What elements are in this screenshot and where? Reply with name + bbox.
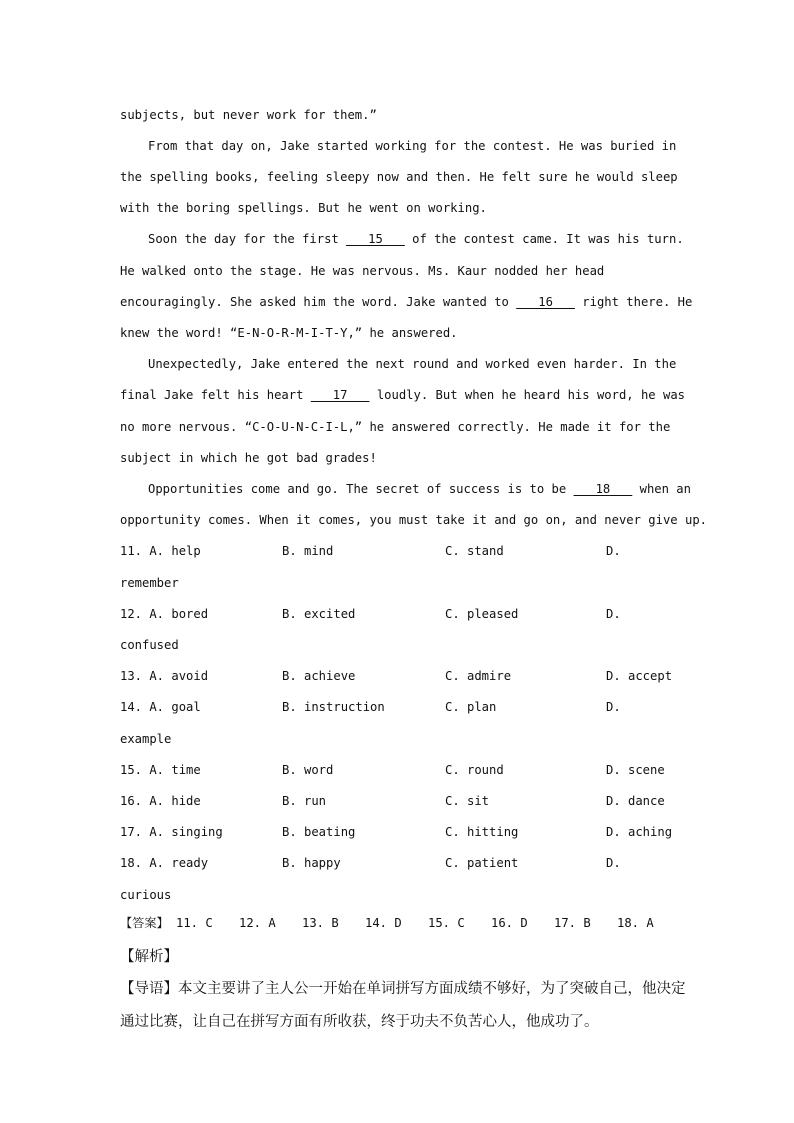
option-d: D. accept bbox=[606, 669, 673, 683]
option-d: D. bbox=[606, 856, 621, 870]
passage-line: Unexpectedly, Jake entered the next round and worked even harder. In the bbox=[148, 357, 677, 371]
answer-item: 15. C bbox=[428, 916, 465, 930]
passage-line: no more nervous. “C-O-U-N-C-I-L,” he answered correctly. He made it for the bbox=[120, 420, 671, 434]
option-c: C. round bbox=[445, 763, 504, 777]
answer-item: 13. B bbox=[302, 916, 339, 930]
passage-text: when an bbox=[632, 482, 691, 496]
option-d-wrap: remember bbox=[120, 576, 179, 590]
option-d: D. aching bbox=[606, 825, 673, 839]
option-d: D. bbox=[606, 607, 621, 621]
option-c: C. stand bbox=[445, 544, 504, 558]
guide-line bbox=[120, 977, 686, 998]
answer-item: 12. A bbox=[239, 916, 276, 930]
passage-line bbox=[148, 232, 684, 246]
option-c: C. plan bbox=[445, 700, 497, 714]
guide-line: 通过比赛，让自己在拼写方面有所收获，终于功夫不负苦心人，他成功了。 bbox=[120, 1014, 599, 1030]
passage-text: Opportunities come and go. The secret of success is to be bbox=[148, 482, 574, 496]
option-a: 17. A. singing bbox=[120, 825, 223, 839]
option-c: C. admire bbox=[445, 669, 512, 683]
answer-label: 【答案】 bbox=[120, 916, 169, 930]
passage-line: knew the word! “E-N-O-R-M-I-T-Y,” he answered. bbox=[120, 326, 458, 340]
passage-line bbox=[148, 482, 691, 496]
option-d: D. bbox=[606, 544, 621, 558]
passage-line bbox=[120, 388, 685, 402]
option-a: 13. A. avoid bbox=[120, 669, 209, 683]
passage-text: final Jake felt his heart bbox=[120, 388, 311, 402]
passage-text: loudly. But when he heard his word, he was bbox=[369, 388, 685, 402]
option-b: B. mind bbox=[282, 544, 334, 558]
guide-label: 【导语】 bbox=[120, 981, 178, 997]
passage-line: subject in which he got bad grades! bbox=[120, 451, 377, 465]
passage-line: subjects, but never work for them.” bbox=[120, 108, 377, 122]
option-b: B. instruction bbox=[282, 700, 385, 714]
option-c: C. hitting bbox=[445, 825, 519, 839]
option-d: D. bbox=[606, 700, 621, 714]
analysis-label: 【解析】 bbox=[120, 949, 178, 965]
passage-line: He walked onto the stage. He was nervous. Ms. Kaur nodded her head bbox=[120, 264, 605, 278]
option-b: B. run bbox=[282, 794, 327, 808]
passage-line: the spelling books, feeling sleepy now and then. He felt sure he would sleep bbox=[120, 170, 678, 184]
option-a: 14. A. goal bbox=[120, 700, 201, 714]
passage-line bbox=[120, 295, 692, 309]
blank-18: 18 bbox=[573, 482, 633, 496]
passage-text: right there. He bbox=[574, 295, 693, 309]
option-d-wrap: example bbox=[120, 732, 172, 746]
passage-line: with the boring spellings. But he went on working. bbox=[120, 201, 487, 215]
answer-item: 18. A bbox=[617, 916, 654, 930]
option-a: 11. A. help bbox=[120, 544, 201, 558]
option-d-wrap: confused bbox=[120, 638, 179, 652]
option-d-wrap: curious bbox=[120, 888, 172, 902]
option-c: C. patient bbox=[445, 856, 519, 870]
option-a: 12. A. bored bbox=[120, 607, 209, 621]
option-a: 16. A. hide bbox=[120, 794, 201, 808]
blank-15: 15 bbox=[346, 232, 405, 246]
option-b: B. word bbox=[282, 763, 334, 777]
option-b: B. excited bbox=[282, 607, 356, 621]
option-c: C. pleased bbox=[445, 607, 519, 621]
blank-16: 16 bbox=[516, 295, 575, 309]
option-d: D. scene bbox=[606, 763, 665, 777]
passage-line: opportunity comes. When it comes, you must take it and go on, and never give up. bbox=[120, 513, 707, 527]
option-a: 18. A. ready bbox=[120, 856, 209, 870]
option-a: 15. A. time bbox=[120, 763, 201, 777]
answer-item: 14. D bbox=[365, 916, 402, 930]
answer-item: 16. D bbox=[491, 916, 528, 930]
passage-text: of the contest came. It was his turn. bbox=[404, 232, 684, 246]
option-c: C. sit bbox=[445, 794, 490, 808]
passage-text: encouragingly. She asked him the word. Jake wanted to bbox=[120, 295, 517, 309]
option-b: B. achieve bbox=[282, 669, 356, 683]
answer-item: 17. B bbox=[554, 916, 591, 930]
guide-text: 本文主要讲了主人公一开始在单词拼写方面成绩不够好，为了突破自己，他决定 bbox=[178, 981, 686, 997]
blank-17: 17 bbox=[310, 388, 370, 402]
passage-text: Soon the day for the first bbox=[148, 232, 347, 246]
option-d: D. dance bbox=[606, 794, 665, 808]
passage-line: From that day on, Jake started working for the contest. He was buried in bbox=[148, 139, 677, 153]
answer-item: 11. C bbox=[176, 916, 213, 930]
option-b: B. happy bbox=[282, 856, 341, 870]
option-b: B. beating bbox=[282, 825, 356, 839]
